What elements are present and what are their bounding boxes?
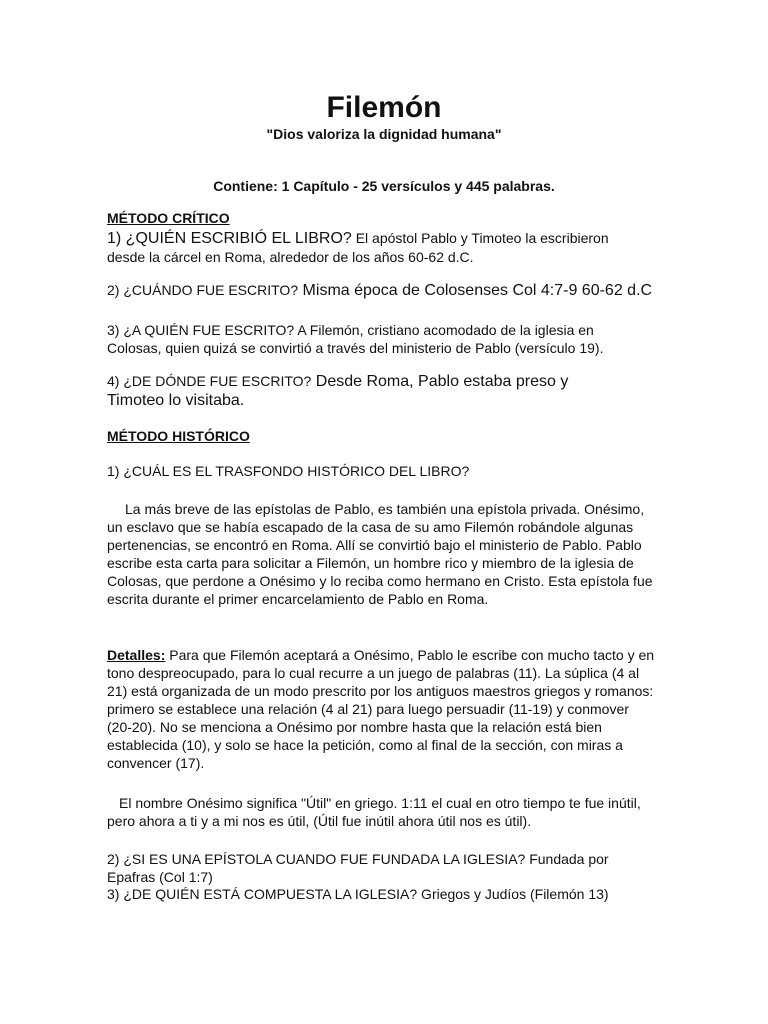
- historico-question-1: 1) ¿CUÁL ES EL TRASFONDO HISTÓRICO DEL LIBRO?: [107, 463, 470, 479]
- document-subtitle: "Dios valoriza la dignidad humana": [266, 126, 502, 142]
- critico-q4-label: 4) ¿DE DÓNDE FUE ESCRITO?: [107, 373, 312, 389]
- critico-question-2: [107, 281, 667, 300]
- critico-question-3: 3) ¿A QUIÉN FUE ESCRITO? A Filemón, cristiano acomodado de la iglesia en Colosas, quien quizá se convirtió a través del ministerio de Pablo (versículo 19).: [107, 322, 604, 356]
- critico-q1-answer: El apóstol Pablo y Timoteo la escribieron desde la cárcel en Roma, alrededor de los años 60-62 d.C.: [107, 230, 609, 265]
- historico-paragraph-1: La más breve de las epístolas de Pablo, es también una epístola privada. Onésimo, un esclavo que se había escapado de la casa de su amo Filemón robándole algunas pertenencias, se encontró en Roma. Allí se convirtió bajo el ministerio de Pablo. Pablo escribe esta carta para solicitar a Filemón, un hombre rico y miembro de la iglesia de Colosas, que perdone a Onésimo y lo reciba como hermano en Cristo. Esta epístola fue escrita durante el primer encarcelamiento de Pablo en Roma.: [107, 501, 653, 607]
- critico-q2-label: 2) ¿CUÁNDO FUE ESCRITO?: [107, 282, 299, 298]
- document-title: Filemón: [326, 91, 442, 124]
- contents-summary: Contiene: 1 Capítulo - 25 versículos y 445 palabras.: [213, 178, 555, 194]
- detalles-paragraph: [107, 646, 657, 772]
- detalles-text: Para que Filemón aceptará a Onésimo, Pablo le escribe con mucho tacto y en tono despreocupado, para lo cual recurre a un juego de palabras (11). La súplica (4 al 21) está organizada de un modo prescrito por los antiguos maestros griegos y romanos: primero se establece una relación (4 al 21) para luego persuadir (11-19) y conmover (20-20). No se menciona a Onésimo por nombre hasta que la relación está bien establecida (10), y solo se hace la petición, como al final de la sección, con miras a convencer (17).: [107, 647, 655, 771]
- critico-q2-answer: Misma época de Colosenses Col 4:7-9 60-62 d.C: [298, 282, 653, 299]
- historico-question-2: 2) ¿SI ES UNA EPÍSTOLA CUANDO FUE FUNDADA LA IGLESIA? Fundada por Epafras (Col 1:7): [107, 851, 609, 885]
- onesimo-paragraph: El nombre Onésimo significa "Útil" en griego. 1:11 el cual en otro tiempo te fue inútil, pero ahora a ti y a mi nos es útil, (Útil fue inútil ahora útil nos es útil).: [107, 795, 641, 829]
- critico-question-1: [107, 229, 647, 266]
- metodo-critico-heading: MÉTODO CRÍTICO: [107, 210, 230, 226]
- critico-q4-answer: Desde Roma, Pablo estaba preso y Timoteo lo visitaba.: [107, 373, 569, 409]
- historico-question-3: 3) ¿DE QUIÉN ESTÁ COMPUESTA LA IGLESIA? Griegos y Judíos (Filemón 13): [107, 886, 609, 902]
- critico-question-4: [107, 372, 617, 410]
- metodo-historico-heading: MÉTODO HISTÓRICO: [107, 428, 250, 444]
- critico-q1-label: 1) ¿QUIÉN ESCRIBIÓ EL LIBRO?: [107, 230, 352, 247]
- detalles-label: Detalles:: [107, 647, 166, 663]
